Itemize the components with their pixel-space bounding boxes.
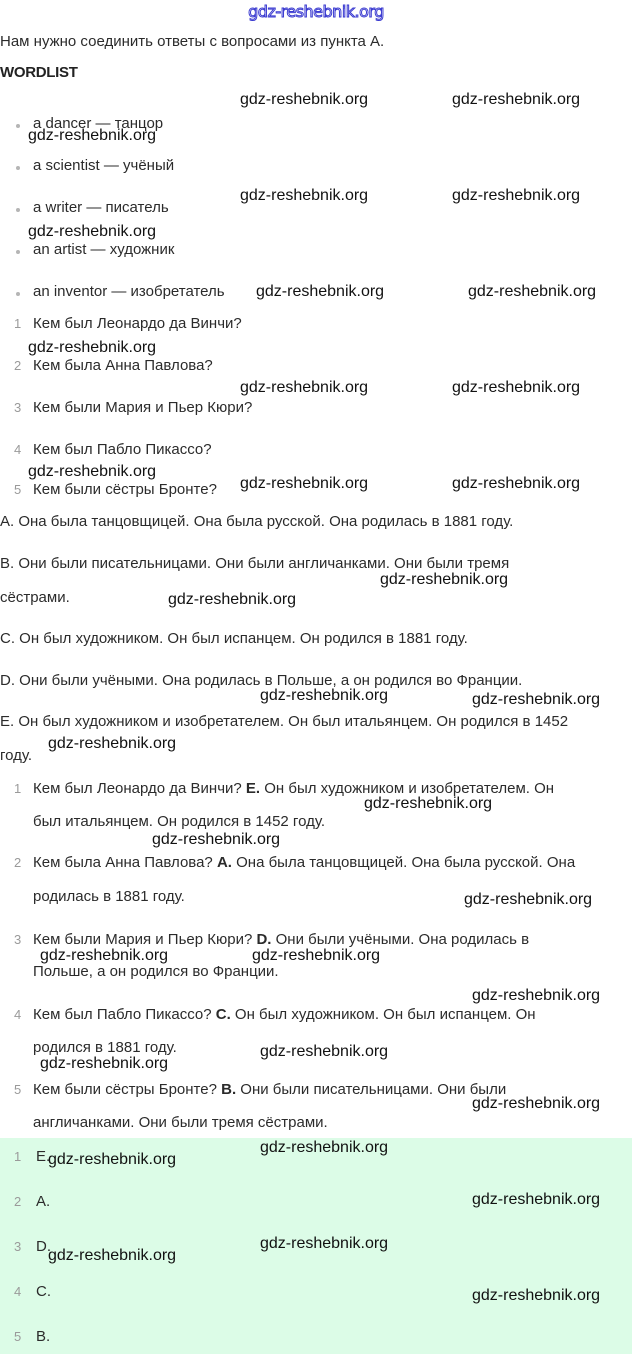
- watermark: gdz-reshebnik.org: [240, 475, 369, 492]
- wordlist-item: an inventor — изобретатель: [33, 283, 225, 300]
- watermark: gdz-reshebnik.org: [256, 283, 385, 300]
- watermark: gdz-reshebnik.org: [240, 187, 369, 204]
- list-number: 2: [14, 855, 22, 870]
- answer-question: Кем были сёстры Бронте?: [33, 1081, 222, 1098]
- list-number: 4: [14, 1284, 22, 1299]
- answer-line-cont: родилась в 1881 году.: [33, 888, 185, 905]
- watermark: gdz-reshebnik.org: [452, 379, 581, 396]
- answer-letter: B.: [221, 1081, 237, 1098]
- wordlist-heading: WORDLIST: [0, 64, 78, 81]
- list-number: 3: [14, 932, 22, 947]
- watermark: gdz-reshebnik.org: [168, 591, 297, 608]
- watermark: gdz-reshebnik.org: [240, 91, 369, 108]
- intro-text: Нам нужно соединить ответы с вопросами из пункта А.: [0, 33, 385, 50]
- watermark: gdz-reshebnik.org: [260, 1235, 389, 1252]
- short-answer: A.: [36, 1193, 51, 1210]
- answer-text: Он был художником и изобретателем. Он: [260, 780, 555, 797]
- bullet-icon: [16, 124, 20, 128]
- watermark: gdz-reshebnik.org: [472, 1095, 601, 1112]
- answer-text: Она была танцовщицей. Она была русской. Она: [231, 854, 576, 871]
- bullet-icon: [16, 208, 20, 212]
- watermark: gdz-reshebnik.org: [364, 795, 493, 812]
- list-number: 1: [14, 781, 22, 796]
- watermark: gdz-reshebnik.org: [472, 1191, 601, 1208]
- answer-letter: C.: [215, 1006, 231, 1023]
- answer-line-cont: англичанками. Они были тремя сёстрами.: [33, 1114, 328, 1131]
- watermark: gdz-reshebnik.org: [452, 187, 581, 204]
- statement-a: A. Она была танцовщицей. Она была русской. Она родилась в 1881 году.: [0, 513, 514, 530]
- short-answer: C.: [36, 1283, 51, 1300]
- watermark: gdz-reshebnik.org: [472, 1287, 601, 1304]
- list-number: 1: [14, 1149, 22, 1164]
- watermark: gdz-reshebnik.org: [452, 475, 581, 492]
- question: Кем были сёстры Бронте?: [33, 481, 217, 498]
- wordlist-item: a writer — писатель: [33, 199, 169, 216]
- list-number: 3: [14, 1239, 22, 1254]
- watermark: gdz-reshebnik.org: [40, 947, 169, 964]
- answer-text: Они были писательницами. Они были: [236, 1081, 507, 1098]
- list-number: 1: [14, 316, 22, 331]
- watermark: gdz-reshebnik.org: [260, 1139, 389, 1156]
- answer-letter: A.: [216, 854, 232, 871]
- answer-text: Он был художником. Он был испанцем. Он: [230, 1006, 536, 1023]
- answer-line-cont: родился в 1881 году.: [33, 1039, 177, 1056]
- wordlist-item: an artist — художник: [33, 241, 175, 258]
- list-number: 4: [14, 1007, 22, 1022]
- short-answer: B.: [36, 1328, 51, 1345]
- statement-d: D. Они были учёными. Она родилась в Польше, а он родился во Франции.: [0, 672, 523, 689]
- watermark: gdz-reshebnik.org: [40, 1055, 169, 1072]
- answer-line-cont: Польше, а он родился во Франции.: [33, 963, 279, 980]
- site-title: gdz-reshebnik.org: [248, 2, 384, 21]
- list-number: 2: [14, 358, 22, 373]
- answer-letter: D.: [256, 931, 272, 948]
- question: Кем были Мария и Пьер Кюри?: [33, 399, 253, 416]
- watermark: gdz-reshebnik.org: [48, 1151, 177, 1168]
- watermark: gdz-reshebnik.org: [472, 987, 601, 1004]
- watermark: gdz-reshebnik.org: [28, 339, 157, 356]
- watermark: gdz-reshebnik.org: [28, 223, 157, 240]
- answer-question: Кем были Мария и Пьер Кюри?: [33, 931, 257, 948]
- answer-question: Кем была Анна Павлова?: [33, 854, 217, 871]
- watermark: gdz-reshebnik.org: [28, 127, 157, 144]
- answer-question: Кем был Леонардо да Винчи?: [33, 780, 246, 797]
- watermark: gdz-reshebnik.org: [252, 947, 381, 964]
- bullet-icon: [16, 250, 20, 254]
- answer-line: [33, 1081, 506, 1099]
- wordlist-item: a dancer — танцор: [33, 115, 164, 132]
- statement-e-cont: году.: [0, 747, 33, 764]
- watermark: gdz-reshebnik.org: [468, 283, 597, 300]
- list-number: 5: [14, 1082, 22, 1097]
- answer-line: [33, 854, 575, 872]
- statement-b: B. Они были писательницами. Они были англичанками. Они были тремя: [0, 555, 510, 572]
- watermark: gdz-reshebnik.org: [48, 735, 177, 752]
- answer-question: Кем был Пабло Пикассо?: [33, 1006, 216, 1023]
- answer-line-cont: был итальянцем. Он родился в 1452 году.: [33, 813, 325, 830]
- watermark: gdz-reshebnik.org: [240, 379, 369, 396]
- bullet-icon: [16, 292, 20, 296]
- list-number: 2: [14, 1194, 22, 1209]
- watermark: gdz-reshebnik.org: [48, 1247, 177, 1264]
- list-number: 4: [14, 442, 22, 457]
- list-number: 3: [14, 400, 22, 415]
- short-answer: E.: [36, 1148, 51, 1165]
- watermark: gdz-reshebnik.org: [380, 571, 509, 588]
- watermark: gdz-reshebnik.org: [152, 831, 281, 848]
- short-answer: D.: [36, 1238, 51, 1255]
- answer-letter: E.: [245, 780, 261, 797]
- watermark: gdz-reshebnik.org: [452, 91, 581, 108]
- question: Кем был Пабло Пикассо?: [33, 441, 212, 458]
- watermark: gdz-reshebnik.org: [28, 463, 157, 480]
- list-number: 5: [14, 482, 22, 497]
- question: Кем был Леонардо да Винчи?: [33, 315, 242, 332]
- answer-text: Они были учёными. Она родилась в: [271, 931, 530, 948]
- answer-line: [33, 1006, 536, 1024]
- watermark: gdz-reshebnik.org: [472, 691, 601, 708]
- bullet-icon: [16, 166, 20, 170]
- list-number: 5: [14, 1329, 22, 1344]
- statement-c: C. Он был художником. Он был испанцем. Он родился в 1881 году.: [0, 630, 468, 647]
- watermark: gdz-reshebnik.org: [464, 891, 593, 908]
- question: Кем была Анна Павлова?: [33, 357, 213, 374]
- statement-e: E. Он был художником и изобретателем. Он был итальянцем. Он родился в 1452: [0, 713, 569, 730]
- watermark: gdz-reshebnik.org: [260, 687, 389, 704]
- statement-b-cont: сёстрами.: [0, 589, 70, 606]
- watermark: gdz-reshebnik.org: [260, 1043, 389, 1060]
- wordlist-item: a scientist — учёный: [33, 157, 175, 174]
